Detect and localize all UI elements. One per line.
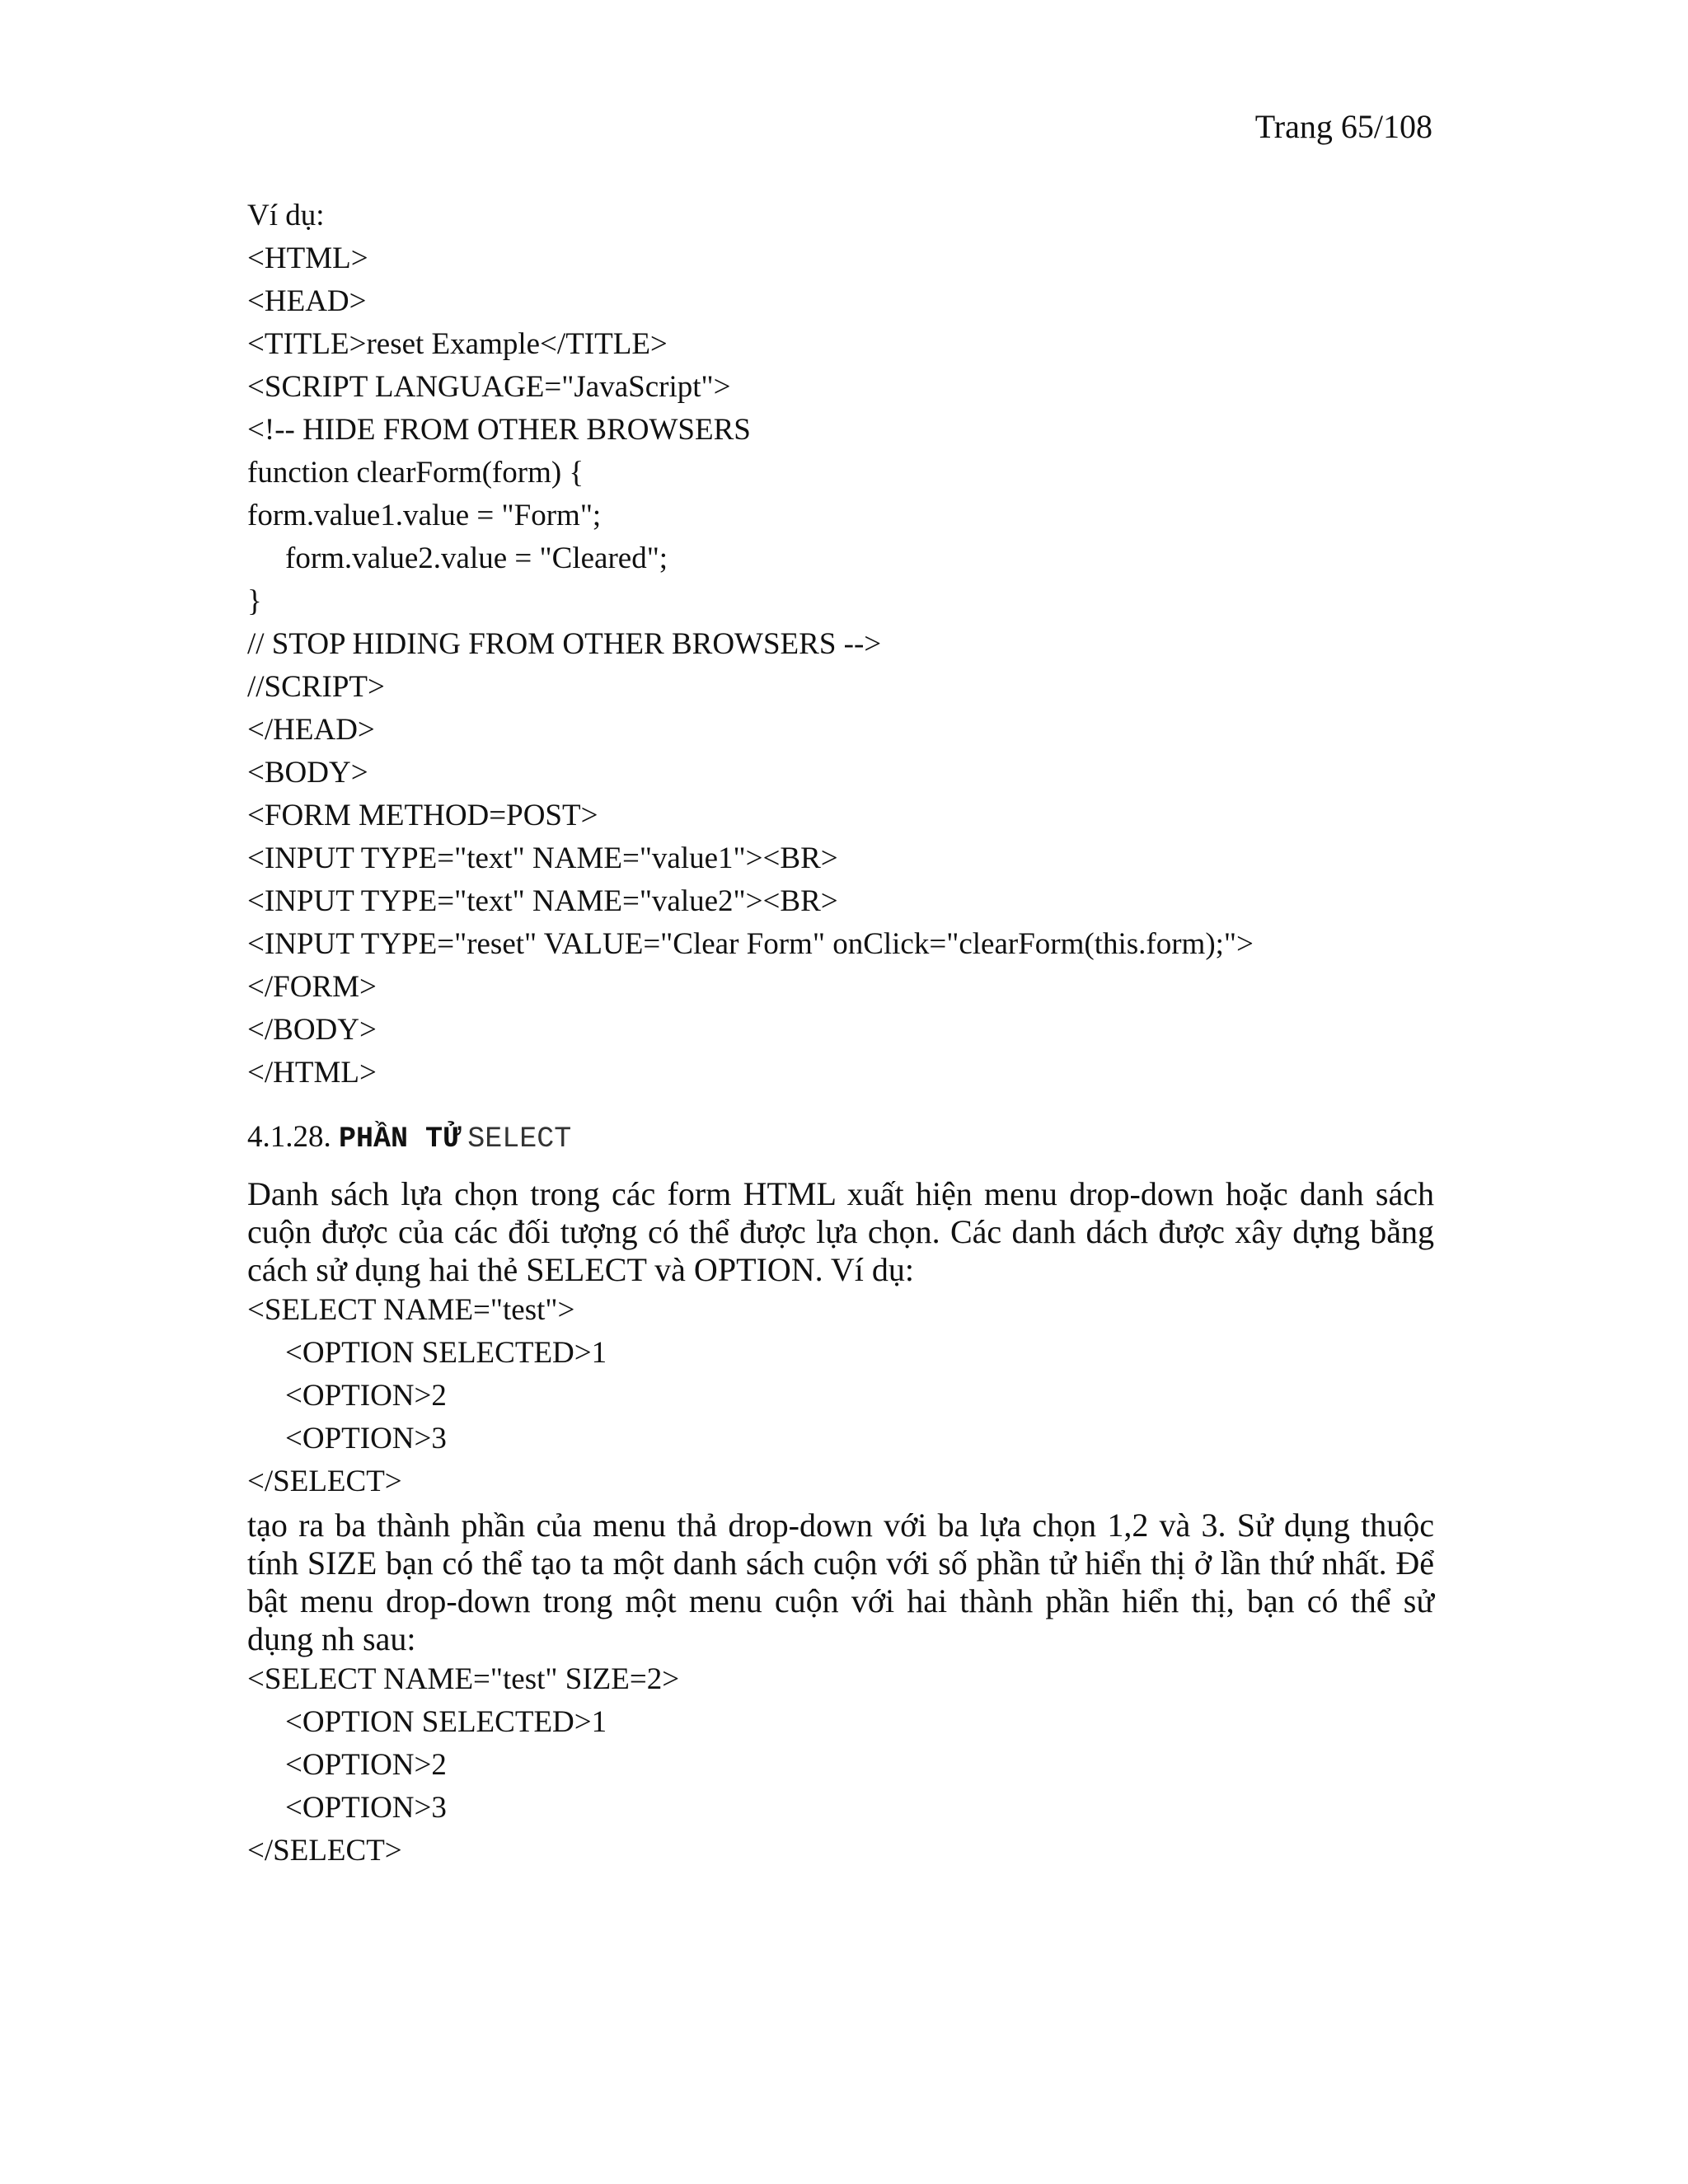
code-line: <OPTION>2 (285, 1379, 447, 1413)
code-line: <SCRIPT LANGUAGE="JavaScript"> (247, 370, 731, 404)
code-line: <SELECT NAME="test"> (247, 1293, 575, 1327)
code-line: <OPTION>2 (285, 1748, 447, 1782)
code-line: <HEAD> (247, 284, 367, 318)
code-block-reset-example (247, 237, 1434, 1094)
code-line: <SELECT NAME="test" SIZE=2> (247, 1662, 680, 1696)
code-line: <OPTION>3 (285, 1422, 447, 1455)
code-line: <TITLE>reset Example</TITLE> (247, 327, 668, 361)
code-line: <BODY> (247, 756, 368, 790)
section-title-mono: SELECT (467, 1122, 572, 1155)
page-content (247, 194, 1434, 1872)
code-line: <FORM METHOD=POST> (247, 799, 598, 832)
code-line: form.value1.value = "Form"; (247, 499, 602, 532)
code-line: </HTML> (247, 1056, 377, 1090)
code-line: </HEAD> (247, 713, 375, 747)
code-line: // STOP HIDING FROM OTHER BROWSERS --> (247, 627, 882, 661)
section-number: 4.1.28. (247, 1120, 331, 1154)
code-line: <INPUT TYPE="reset" VALUE="Clear Form" onClick="clearForm(this.form);"> (247, 927, 1254, 961)
paragraph-intro: Danh sách lựa chọn trong các form HTML xuất hiện menu drop-down hoặc danh sách cuộn được của các đối tượng có thể được lựa chọn. Các danh dách được xây dựng bằng cách sử dụng hai thẻ SELECT và OPTION. Ví dụ: (247, 1175, 1434, 1288)
code-line: <INPUT TYPE="text" NAME="value2"><BR> (247, 884, 838, 918)
code-line: <OPTION>3 (285, 1791, 447, 1825)
code-line: <HTML> (247, 241, 368, 275)
paragraph-size-attribute: tạo ra ba thành phần của menu thả drop-down với ba lựa chọn 1,2 và 3. Sử dụng thuộc tính SIZE bạn có thể tạo ta một danh sách cuộn với số phần tử hiển thị ở lần thứ nhất. Để bật menu drop-down trong một menu cuộn với hai thành phần hiển thị, bạn có thể sử dụng nh sau: (247, 1507, 1434, 1657)
code-line: </SELECT> (247, 1834, 402, 1868)
code-line: <OPTION SELECTED>1 (285, 1336, 607, 1370)
code-line: <INPUT TYPE="text" NAME="value1"><BR> (247, 841, 838, 875)
example-label: Ví dụ: (247, 199, 325, 232)
code-line: } (247, 584, 262, 618)
section-heading (247, 1114, 1434, 1160)
code-line: form.value2.value = "Cleared"; (285, 541, 668, 575)
code-block-select-size-example (247, 1658, 1434, 1872)
code-line: </FORM> (247, 970, 377, 1004)
page-number: Trang 65/108 (1254, 108, 1432, 145)
code-line: </SELECT> (247, 1465, 402, 1498)
code-block-select-example (247, 1289, 1434, 1503)
code-line: </BODY> (247, 1013, 377, 1047)
code-line: <OPTION SELECTED>1 (285, 1705, 607, 1739)
code-line: <!-- HIDE FROM OTHER BROWSERS (247, 413, 751, 447)
code-line: //SCRIPT> (247, 670, 385, 704)
code-line: function clearForm(form) { (247, 456, 584, 490)
section-title-bold: PHẦN TỬ (339, 1122, 461, 1155)
